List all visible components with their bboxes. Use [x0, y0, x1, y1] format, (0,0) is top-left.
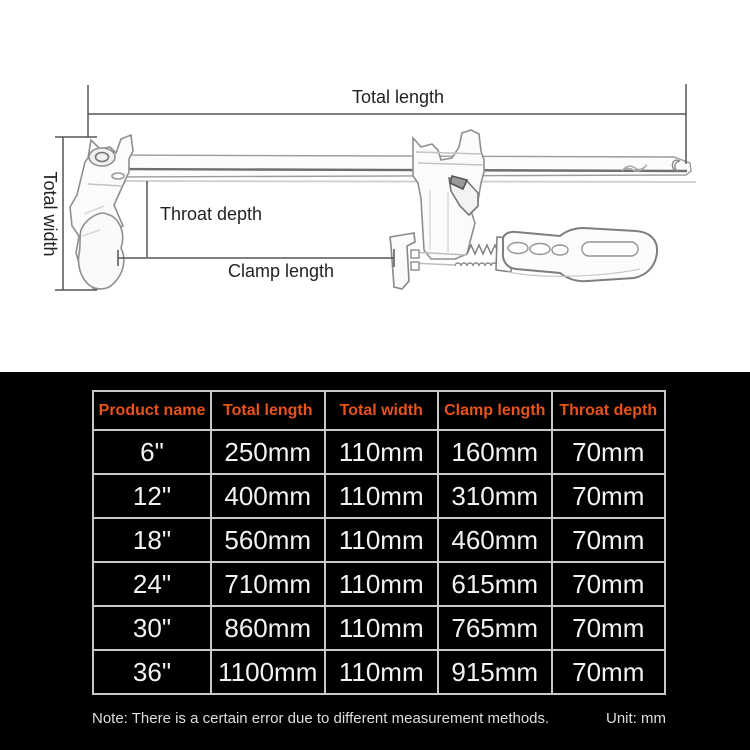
table-cell: 560mm [211, 518, 325, 562]
spec-panel [0, 372, 750, 750]
table-cell: 24" [93, 562, 211, 606]
table-cell: 915mm [438, 650, 552, 694]
fixed-jaw [70, 135, 133, 290]
table-cell: 70mm [552, 474, 666, 518]
footer-row [92, 710, 666, 727]
table-cell: 765mm [438, 606, 552, 650]
table-cell: 860mm [211, 606, 325, 650]
table-cell: 160mm [438, 430, 552, 474]
unit-text: Unit: mm [606, 710, 666, 727]
table-cell: 110mm [325, 518, 439, 562]
clamp-sketch [0, 0, 750, 372]
sliding-head [413, 130, 484, 259]
table-cell: 70mm [552, 606, 666, 650]
table-cell: 70mm [552, 562, 666, 606]
column-header: Clamp length [438, 391, 552, 430]
table-cell: 1100mm [211, 650, 325, 694]
column-header: Throat depth [552, 391, 666, 430]
table-cell: 460mm [438, 518, 552, 562]
total-width-label: Total width [40, 171, 60, 257]
column-header: Product name [93, 391, 211, 430]
table-cell: 110mm [325, 430, 439, 474]
table-cell: 615mm [438, 562, 552, 606]
table-cell: 710mm [211, 562, 325, 606]
column-header: Total length [211, 391, 325, 430]
table-row [93, 474, 665, 518]
table-cell: 110mm [325, 474, 439, 518]
table-row [93, 430, 665, 474]
throat-depth-label: Throat depth [160, 204, 263, 224]
table-row [93, 562, 665, 606]
clamp-diagram [0, 0, 750, 372]
clamp-length-label: Clamp length [228, 261, 335, 281]
table-cell: 18" [93, 518, 211, 562]
table-cell: 110mm [325, 562, 439, 606]
header-row [93, 391, 665, 430]
handle [496, 228, 657, 281]
note-text: Note: There is a certain error due to different measurement methods. [92, 710, 550, 727]
table-cell: 12" [93, 474, 211, 518]
table-row [93, 650, 665, 694]
table-cell: 70mm [552, 430, 666, 474]
column-header: Total width [325, 391, 439, 430]
table-cell: 110mm [325, 650, 439, 694]
table-cell: 30" [93, 606, 211, 650]
table-cell: 110mm [325, 606, 439, 650]
table-cell: 400mm [211, 474, 325, 518]
table-cell: 70mm [552, 650, 666, 694]
table-cell: 6" [93, 430, 211, 474]
spec-table-body [93, 430, 665, 694]
spec-table [92, 390, 666, 695]
table-cell: 36" [93, 650, 211, 694]
clamp-bar [106, 155, 696, 182]
table-cell: 250mm [211, 430, 325, 474]
table-cell: 310mm [438, 474, 552, 518]
table-cell: 70mm [552, 518, 666, 562]
total-length-label: Total length [351, 87, 445, 107]
table-row [93, 606, 665, 650]
spec-table-head [93, 391, 665, 430]
table-row [93, 518, 665, 562]
